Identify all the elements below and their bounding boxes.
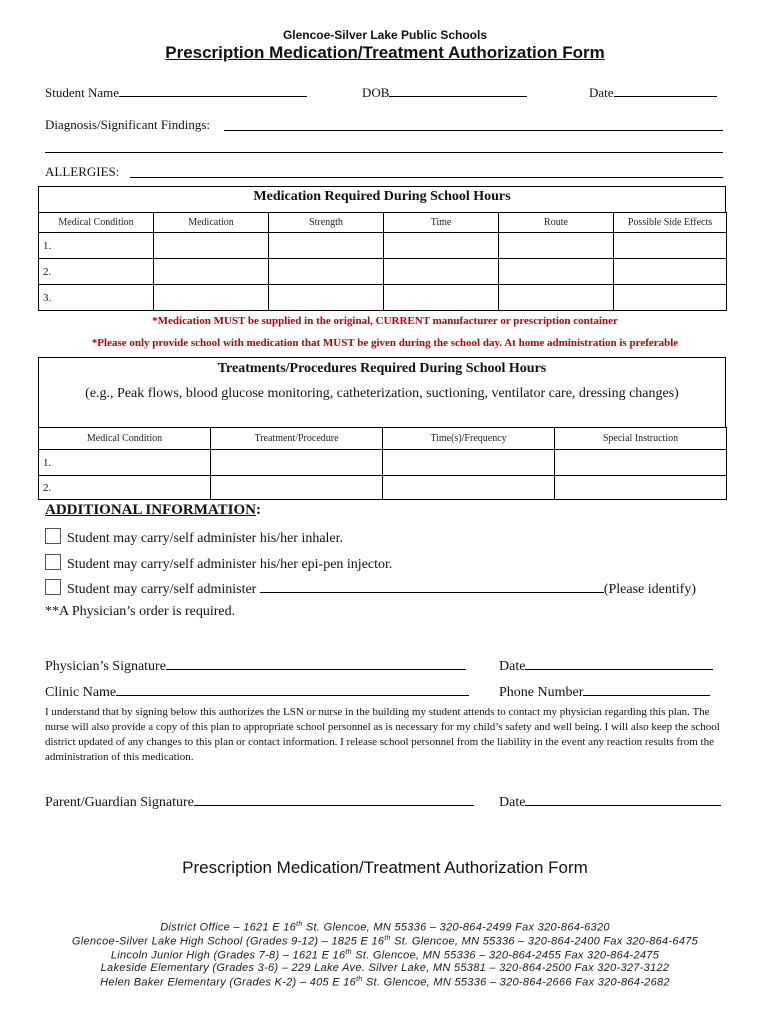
table-row	[39, 450, 727, 476]
footer-address-text: Helen Baker Elementary (Grades K-2) – 405 E 16	[100, 976, 357, 989]
table-cell[interactable]	[154, 259, 269, 285]
row-number[interactable]: 3.	[39, 285, 154, 311]
option-other-suffix: (Please identify)	[603, 582, 696, 597]
epipen-checkbox[interactable]	[45, 554, 61, 570]
footer-address-text: Glencoe-Silver Lake High School (Grades 9-12) – 1825 E 16	[71, 935, 385, 948]
physician-signature-field[interactable]	[45, 656, 466, 675]
student-name-line[interactable]	[119, 84, 307, 97]
form-title: Prescription Medication/Treatment Authorization Form	[165, 43, 605, 62]
dob-field[interactable]	[362, 84, 527, 101]
table-cell[interactable]	[383, 476, 555, 500]
treatment-header-row	[39, 428, 727, 450]
table-cell[interactable]	[154, 233, 269, 259]
option-other-label: Student may carry/self administer	[67, 582, 257, 597]
row-number[interactable]: 1.	[39, 233, 154, 259]
treatment-examples: (e.g., Peak flows, blood glucose monitoring, catheterization, suctioning, ventilator care, dressing changes)	[85, 386, 679, 401]
treatment-col-header: Time(s)/Frequency	[383, 428, 555, 450]
footer-address-text: St. Glencoe, MN 55336 – 320-864-2666 Fax 320-864-2682	[362, 976, 670, 989]
footer-address-text: District Office – 1621 E 16	[160, 921, 297, 934]
table-row	[39, 285, 727, 311]
row-number[interactable]: 2.	[39, 259, 154, 285]
clinic-name-label: Clinic Name	[45, 685, 117, 700]
other-identify-line[interactable]	[260, 579, 604, 593]
diagnosis-field[interactable]	[45, 117, 210, 133]
footer-address-text: St. Glencoe, MN 55336 – 320-864-2455 Fax 320-864-2475	[351, 949, 660, 962]
phone-number-line[interactable]	[583, 682, 710, 696]
medication-header-row	[39, 213, 727, 233]
parent-date-field[interactable]	[499, 792, 721, 811]
table-cell[interactable]	[614, 259, 727, 285]
table-row	[39, 233, 727, 259]
treatment-table	[38, 427, 727, 500]
table-cell[interactable]	[499, 233, 614, 259]
school-name: Glencoe-Silver Lake Public Schools	[282, 28, 488, 42]
physician-order-note: **A Physician’s order is required.	[45, 604, 236, 619]
treatment-col-header: Medical Condition	[39, 428, 211, 450]
physician-date-line[interactable]	[525, 656, 713, 670]
table-cell[interactable]	[555, 450, 727, 476]
table-cell[interactable]	[154, 285, 269, 311]
parent-date-label: Date	[499, 795, 526, 810]
treatment-col-header: Treatment/Procedure	[211, 428, 383, 450]
medication-title: Medication Required During School Hours	[253, 189, 511, 204]
other-checkbox[interactable]	[45, 579, 61, 595]
option-other[interactable]	[45, 579, 696, 598]
table-row	[39, 476, 727, 500]
footer-address-lakeside	[0, 962, 770, 974]
table-cell[interactable]	[211, 476, 383, 500]
phone-number-field[interactable]	[499, 682, 710, 701]
parent-signature-field[interactable]	[45, 792, 474, 811]
medication-col-header: Route	[499, 213, 614, 233]
date-label: Date	[589, 85, 614, 100]
option-epipen[interactable]	[45, 554, 392, 573]
footer-address-text: Lincoln Junior High (Grades 7-8) – 1621 E 16	[110, 949, 346, 962]
medication-col-header: Possible Side Effects	[614, 213, 727, 233]
parent-date-line[interactable]	[525, 792, 721, 806]
table-cell[interactable]	[269, 233, 384, 259]
clinic-name-field[interactable]	[45, 682, 469, 701]
footer-ordinal: th	[345, 949, 352, 956]
table-cell[interactable]	[384, 285, 499, 311]
medication-col-header: Medical Condition	[39, 213, 154, 233]
dob-label: DOB	[362, 85, 390, 100]
treatment-title: Treatments/Procedures Required During School Hours	[217, 361, 547, 376]
footer-ordinal: th	[356, 976, 363, 983]
medication-warning-container: *Medication MUST be supplied in the original, CURRENT manufacturer or prescription container	[152, 315, 618, 327]
medication-col-header: Strength	[269, 213, 384, 233]
footer-address-high-school	[0, 935, 770, 948]
consent-statement: I understand that by signing below this authorizes the LSN or nurse in the building my student attends to contact my physician regarding this plan. The nurse will also provide a copy of this plan to appropriate school personnel as is necessary for my child’s safety and well being. I will also keep the school district updated of any changes to this plan or contact information. I release school personnel from the liability in the event any reaction results from the administration of this medication.	[45, 706, 720, 763]
table-cell[interactable]	[384, 233, 499, 259]
table-cell[interactable]	[499, 285, 614, 311]
dob-line[interactable]	[389, 84, 527, 97]
table-cell[interactable]	[614, 285, 727, 311]
table-cell[interactable]	[383, 450, 555, 476]
table-row	[39, 259, 727, 285]
allergies-line[interactable]	[130, 177, 723, 178]
student-name-field[interactable]	[45, 84, 307, 101]
date-field[interactable]	[589, 84, 717, 101]
medication-table	[38, 212, 727, 311]
diagnosis-line-2[interactable]	[45, 152, 723, 153]
diagnosis-line[interactable]	[224, 130, 723, 131]
physician-date-field[interactable]	[499, 656, 713, 675]
footer-address-text: St. Glencoe, MN 55336 – 320-864-2499 Fax 320-864-6320	[302, 921, 610, 934]
physician-signature-line[interactable]	[166, 656, 466, 670]
table-cell[interactable]	[499, 259, 614, 285]
medication-col-header: Time	[384, 213, 499, 233]
additional-info-heading	[45, 502, 261, 519]
option-inhaler-label: Student may carry/self administer his/her inhaler.	[67, 531, 344, 546]
parent-signature-label: Parent/Guardian Signature	[45, 795, 194, 810]
footer-ordinal: th	[384, 935, 391, 942]
footer-address-text: St. Glencoe, MN 55336 – 320-864-2400 Fax 320-864-6475	[390, 935, 699, 948]
footer-address-helen-baker	[0, 976, 770, 989]
row-number[interactable]: 2.	[39, 476, 211, 500]
footer-title: Prescription Medication/Treatment Authorization Form	[182, 858, 588, 877]
option-epipen-label: Student may carry/self administer his/her epi-pen injector.	[67, 557, 393, 572]
table-cell[interactable]	[269, 285, 384, 311]
allergies-field[interactable]	[45, 164, 119, 180]
diagnosis-label: Diagnosis/Significant Findings:	[45, 117, 211, 132]
clinic-name-line[interactable]	[116, 682, 469, 696]
phone-number-label: Phone Number	[499, 685, 584, 700]
treatment-col-header: Special Instruction	[555, 428, 727, 450]
footer-address-district	[0, 921, 770, 934]
physician-date-label: Date	[499, 659, 526, 674]
student-name-label: Student Name	[45, 85, 120, 100]
date-line[interactable]	[614, 84, 717, 97]
footer-address-text: Lakeside Elementary (Grades 3-6) – 229 Lake Ave. Silver Lake, MN 55381 – 320-864-2500 Fax 320-327-3122	[100, 962, 670, 974]
additional-info-heading-text: ADDITIONAL INFORMATION	[45, 502, 256, 518]
footer-ordinal: th	[296, 921, 303, 928]
medication-warning-home: *Please only provide school with medication that MUST be given during the school day. At home administration is preferable	[91, 337, 679, 349]
table-cell[interactable]	[211, 450, 383, 476]
medication-col-header: Medication	[154, 213, 269, 233]
table-cell[interactable]	[269, 259, 384, 285]
parent-signature-line[interactable]	[194, 792, 474, 806]
table-cell[interactable]	[384, 259, 499, 285]
physician-signature-label: Physician’s Signature	[45, 659, 166, 674]
allergies-label: ALLERGIES:	[45, 164, 120, 179]
footer-address-junior-high	[0, 949, 770, 962]
row-number[interactable]: 1.	[39, 450, 211, 476]
table-cell[interactable]	[555, 476, 727, 500]
table-cell[interactable]	[614, 233, 727, 259]
inhaler-checkbox[interactable]	[45, 528, 61, 544]
option-inhaler[interactable]	[45, 528, 343, 547]
additional-info-colon: :	[256, 502, 261, 518]
